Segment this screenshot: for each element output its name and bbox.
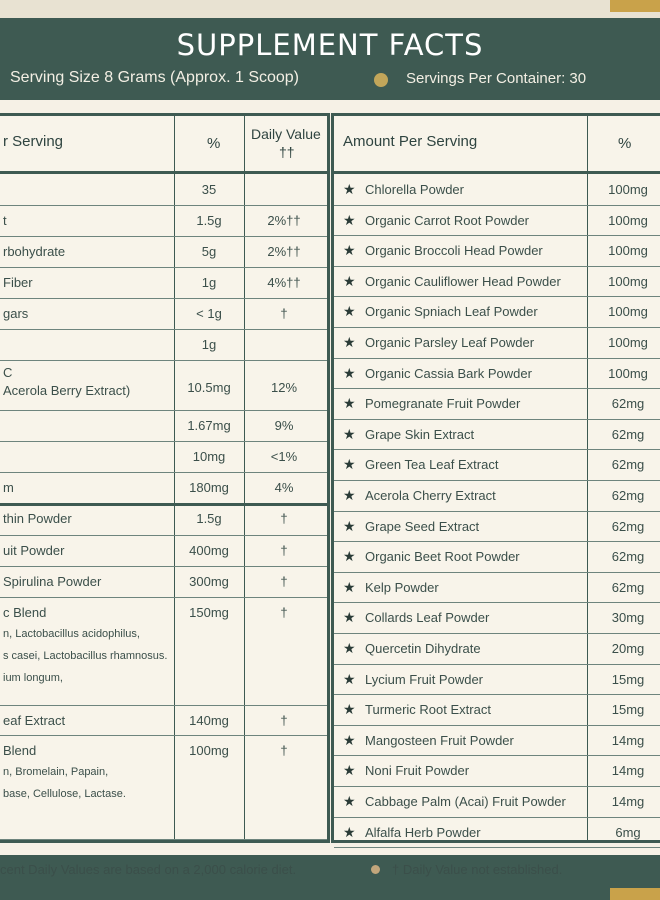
table-row — [334, 205, 660, 237]
amount-value: 1.5g — [196, 511, 222, 526]
star-icon: ★ — [343, 364, 356, 381]
amount-value: 100mg — [608, 182, 648, 197]
table-row — [334, 388, 660, 420]
table-row — [0, 535, 327, 567]
table-row — [0, 472, 327, 506]
nutrient-name: m — [3, 480, 14, 495]
amount-value: 140mg — [189, 713, 229, 728]
daily-value: 2%†† — [267, 244, 301, 259]
daily-value: 4%†† — [267, 275, 301, 290]
table-row — [0, 410, 327, 442]
ingredient-name: Organic Beet Root Powder — [365, 549, 520, 565]
star-icon: ★ — [343, 517, 356, 534]
star-icon: ★ — [343, 578, 356, 595]
nutrient-name: thin Powder — [3, 511, 72, 526]
star-icon: ★ — [343, 762, 356, 779]
gold-corner-accent — [610, 0, 660, 12]
daily-value: † — [280, 713, 288, 728]
amount-value: 5g — [201, 244, 217, 259]
ingredient-name: Organic Carrot Root Powder — [365, 212, 530, 228]
amount-value: 30mg — [611, 610, 645, 626]
amount-value: 10mg — [192, 449, 226, 464]
amount-value: 15mg — [611, 671, 645, 687]
col-percent: % — [207, 135, 221, 152]
nutrient-name: t — [3, 213, 7, 228]
daily-value: 9% — [274, 418, 294, 433]
ingredient-name: Noni Fruit Powder — [365, 763, 470, 779]
star-icon: ★ — [343, 823, 356, 840]
nutrient-name: Acerola Berry Extract) — [3, 383, 131, 398]
amount-value: 1.5g — [196, 213, 222, 228]
table-row — [0, 205, 327, 237]
amount-value: 10.5mg — [187, 380, 231, 395]
nutrient-detail: base, Cellulose, Lactase. — [3, 788, 126, 800]
ingredient-name: Chlorella Powder — [365, 182, 464, 197]
amount-value: 14mg — [611, 794, 645, 809]
table-row — [334, 541, 660, 573]
ingredient-name: Organic Spniach Leaf Powder — [365, 304, 538, 320]
amount-value: 180mg — [189, 480, 229, 495]
ingredient-name: Collards Leaf Powder — [365, 610, 490, 626]
nutrient-detail: n, Bromelain, Papain, — [3, 766, 109, 778]
amount-value: 1.67mg — [187, 418, 231, 433]
amount-value: 62mg — [611, 488, 645, 503]
star-icon: ★ — [343, 456, 356, 473]
nutrient-name: Blend — [3, 743, 37, 758]
daily-value: † — [280, 511, 288, 526]
amount-value: 14mg — [611, 732, 645, 748]
facts-sheet — [0, 100, 660, 855]
table-row — [334, 174, 660, 206]
star-icon: ★ — [343, 334, 356, 350]
star-icon: ★ — [343, 670, 356, 687]
star-icon: ★ — [343, 609, 356, 626]
amount-value: 35 — [201, 182, 217, 197]
table-row — [334, 664, 660, 696]
table-row — [334, 235, 660, 267]
table-row — [0, 503, 327, 536]
ingredient-name: Green Tea Leaf Extract — [365, 457, 499, 473]
amount-value: 62mg — [611, 549, 645, 565]
ingredient-name: Organic Broccoli Head Powder — [365, 243, 543, 259]
star-icon: ★ — [343, 640, 356, 656]
star-icon: ★ — [343, 548, 356, 565]
col-amount-per-serving: Amount Per Serving — [343, 133, 478, 150]
bottom-decoration-band — [0, 888, 660, 900]
amount-value: 100mg — [608, 304, 648, 320]
star-icon: ★ — [343, 425, 356, 442]
table-row — [0, 236, 327, 268]
ingredient-name: Grape Seed Extract — [365, 518, 480, 534]
ingredient-name: Mangosteen Fruit Powder — [365, 732, 514, 748]
amount-value: < 1g — [196, 306, 222, 321]
amount-value: 62mg — [611, 396, 645, 412]
nutrient-detail: n, Lactobacillus acidophilus, — [3, 628, 140, 640]
amount-value: 62mg — [611, 518, 645, 534]
amount-value: 20mg — [611, 641, 645, 656]
table-row — [0, 298, 327, 330]
table-row — [0, 566, 327, 598]
ingredient-name: Kelp Powder — [365, 579, 439, 595]
daily-value: † — [280, 543, 288, 558]
table-row — [0, 329, 327, 361]
nutrient-name: Spirulina Powder — [3, 574, 102, 589]
table-row — [334, 633, 660, 665]
star-icon: ★ — [343, 395, 356, 412]
page-title: SUPPLEMENT FACTS — [176, 28, 484, 62]
star-icon: ★ — [343, 793, 356, 809]
supplement-facts-header — [0, 18, 660, 100]
daily-value: 2%†† — [267, 213, 301, 228]
star-icon: ★ — [343, 731, 356, 748]
ingredient-name: Organic Cauliflower Head Powder — [365, 273, 561, 289]
table-row — [0, 441, 327, 473]
star-icon: ★ — [343, 701, 356, 718]
dv-not-established-note: † Daily Value not established. — [392, 862, 563, 877]
daily-value: † — [280, 605, 288, 620]
amount-value: 62mg — [611, 579, 645, 595]
table-row — [334, 296, 660, 328]
table-row — [0, 267, 327, 299]
amount-value: 62mg — [611, 457, 645, 473]
ingredient-name: Quercetin Dihydrate — [365, 641, 481, 656]
star-icon: ★ — [343, 303, 356, 320]
star-icon: ★ — [343, 211, 356, 228]
table-row — [0, 735, 327, 840]
amount-value: 100mg — [608, 243, 648, 259]
amount-value: 100mg — [608, 273, 648, 289]
table-row — [334, 480, 660, 512]
nutrient-detail: s casei, Lactobacillus rhamnosus. — [3, 650, 168, 662]
nutrient-name: rbohydrate — [3, 244, 66, 259]
amount-value: 100mg — [189, 743, 229, 758]
nutrient-detail: ium longum, — [3, 672, 63, 684]
table-row — [0, 174, 327, 206]
right-table-header — [334, 116, 660, 174]
daily-value: 12% — [270, 380, 298, 395]
daily-value: 4% — [274, 480, 294, 495]
table-row — [334, 725, 660, 757]
nutrient-name: eaf Extract — [3, 713, 66, 728]
daily-value: † — [280, 574, 288, 589]
star-icon: ★ — [343, 242, 356, 259]
nutrient-name: c Blend — [3, 605, 47, 620]
daily-value: † — [280, 306, 288, 321]
gold-corner-accent — [610, 888, 660, 900]
ingredient-name: Organic Parsley Leaf Powder — [365, 335, 535, 350]
table-row — [334, 572, 660, 604]
star-icon: ★ — [343, 181, 356, 197]
left-facts-table — [0, 113, 330, 843]
ingredient-name: Pomegranate Fruit Powder — [365, 396, 521, 412]
ingredient-name: Grape Skin Extract — [365, 426, 475, 442]
table-row — [0, 705, 327, 736]
right-facts-table — [331, 113, 660, 843]
daily-value: † — [280, 743, 288, 758]
serving-size: Serving Size 8 Grams (Approx. 1 Scoop) — [10, 69, 300, 86]
amount-value: 100mg — [608, 212, 648, 228]
nutrient-name: gars — [3, 306, 29, 321]
ingredient-name: Cabbage Palm (Acai) Fruit Powder — [365, 794, 566, 809]
top-decoration-band — [0, 0, 660, 18]
amount-value: 15mg — [611, 702, 645, 718]
amount-value: 400mg — [189, 543, 229, 558]
nutrient-name: Fiber — [3, 275, 33, 290]
daily-value: <1% — [270, 449, 298, 464]
amount-value: 62mg — [611, 426, 645, 442]
servings-per-container: Servings Per Container: 30 — [406, 70, 587, 87]
ingredient-name: Acerola Cherry Extract — [365, 488, 496, 503]
col-daily-value-mark: †† — [279, 144, 295, 160]
left-table-header — [0, 116, 327, 174]
table-row — [334, 327, 660, 359]
table-row — [0, 597, 327, 706]
nutrient-name: C — [3, 365, 13, 380]
col-amount-per-serving: r Serving — [3, 133, 64, 150]
table-row — [334, 511, 660, 543]
nutrient-name: uit Powder — [3, 543, 65, 558]
table-row — [334, 786, 660, 818]
table-row — [0, 360, 327, 411]
amount-value: 300mg — [189, 574, 229, 589]
table-row — [334, 817, 660, 849]
amount-value: 6mg — [615, 824, 641, 840]
table-row — [334, 755, 660, 787]
daily-values-footnote: cent Daily Values are based on a 2,000 calorie diet. — [0, 862, 297, 877]
table-row — [334, 694, 660, 726]
col-daily-value: Daily Value — [251, 126, 321, 142]
amount-value: 100mg — [608, 365, 648, 381]
table-row — [334, 602, 660, 634]
table-row — [334, 266, 660, 298]
ingredient-name: Alfalfa Herb Powder — [365, 824, 481, 840]
amount-value: 1g — [201, 337, 217, 352]
bullet-dot-icon — [374, 73, 388, 87]
table-row — [334, 419, 660, 451]
table-row — [334, 358, 660, 390]
star-icon: ★ — [343, 487, 356, 503]
amount-value: 1g — [201, 275, 217, 290]
bullet-dot-icon — [371, 865, 380, 874]
table-row — [334, 449, 660, 481]
ingredient-name: Lycium Fruit Powder — [365, 671, 483, 687]
amount-value: 100mg — [608, 335, 648, 350]
star-icon: ★ — [343, 272, 356, 289]
ingredient-name: Turmeric Root Extract — [365, 702, 491, 718]
amount-value: 14mg — [611, 763, 645, 779]
amount-value: 150mg — [189, 605, 229, 620]
col-percent: % — [618, 135, 632, 152]
ingredient-name: Organic Cassia Bark Powder — [365, 365, 532, 381]
